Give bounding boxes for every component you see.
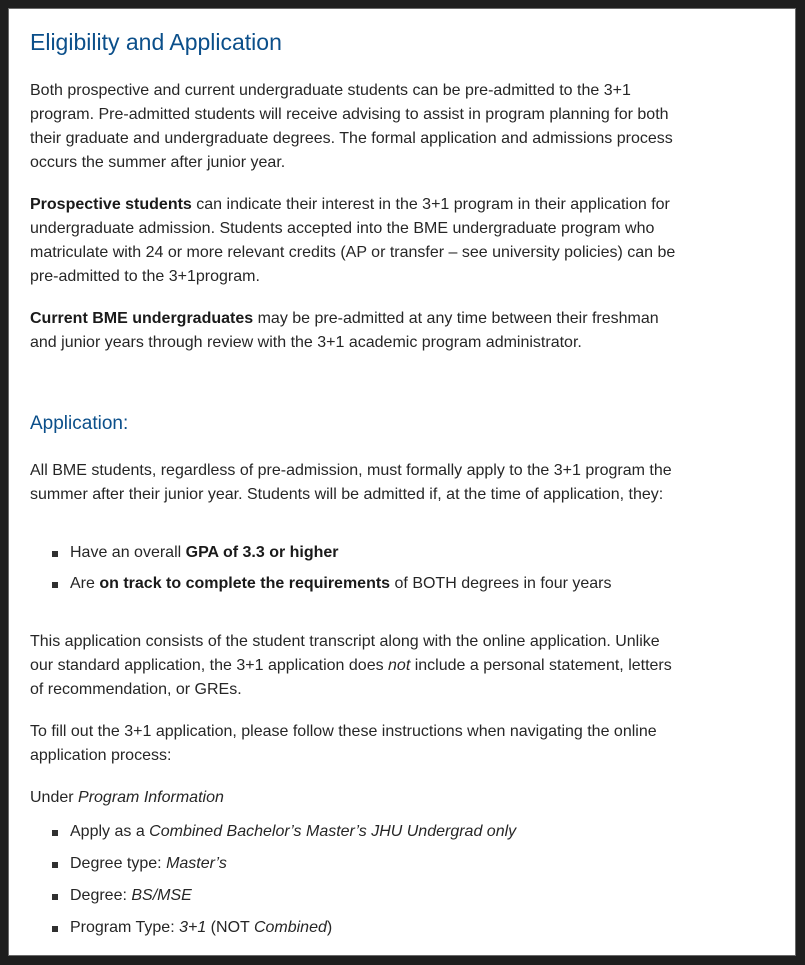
list-item: Degree: BS/MSE — [30, 884, 690, 908]
program-information-section: Program Information — [78, 789, 224, 806]
application-intro-paragraph: All BME students, regardless of pre-admission, must formally apply to the 3+1 program the summer after their junior year. Students will be admitted if, at the time of application, they: — [30, 462, 672, 503]
gpa-requirement: GPA of 3.3 or higher — [185, 544, 339, 561]
list-item: Are on track to complete the requirements of BOTH degrees in four years — [30, 572, 690, 596]
track-requirement: on track to complete the requirements — [99, 575, 391, 592]
document-page — [8, 8, 796, 956]
instructions-paragraph: To fill out the 3+1 application, please follow these instructions when navigating the online application process: — [30, 723, 657, 764]
under-section-label: Under Program Information — [30, 789, 224, 806]
not-emphasis: not — [388, 657, 411, 674]
prospective-text: can indicate their interest in the 3+1 program in their application for undergraduate admission. Students accepted into the BME undergraduate program who matriculate with 24 or more relevant credits (AP or transfer – see university policies) can be pre-admitted to the 3+1program. — [30, 196, 676, 285]
current-text: may be pre-admitted at any time between their freshman and junior years through review with the 3+1 academic program administrator. — [30, 310, 659, 351]
application-heading: Application: — [30, 413, 129, 434]
consists-paragraph: This application consists of the student transcript along with the online application. Unlike our standard application, the 3+1 application does not include a personal statement, letters of recommendation, or GREs. — [30, 633, 672, 698]
page-title: Eligibility and Application — [30, 29, 282, 55]
list-item: Apply as a Combined Bachelor’s Master’s JHU Undergrad only — [30, 820, 690, 844]
criteria-list — [30, 541, 690, 603]
steps-list — [30, 820, 690, 948]
current-paragraph — [30, 307, 680, 355]
current-lead: Current BME undergraduates — [30, 310, 254, 327]
list-item: Degree type: Master’s — [30, 852, 690, 876]
intro-paragraph: Both prospective and current undergraduate students can be pre-admitted to the 3+1 program. Pre-admitted students will receive advising to assist in program planning for both their graduate and undergraduate degrees. The formal application and admissions process occurs the summer after junior year. — [30, 82, 673, 171]
prospective-lead: Prospective students — [30, 196, 192, 213]
list-item: Program Type: 3+1 (NOT Combined) — [30, 916, 690, 940]
prospective-paragraph — [30, 193, 680, 289]
list-item: Have an overall GPA of 3.3 or higher — [30, 541, 690, 565]
